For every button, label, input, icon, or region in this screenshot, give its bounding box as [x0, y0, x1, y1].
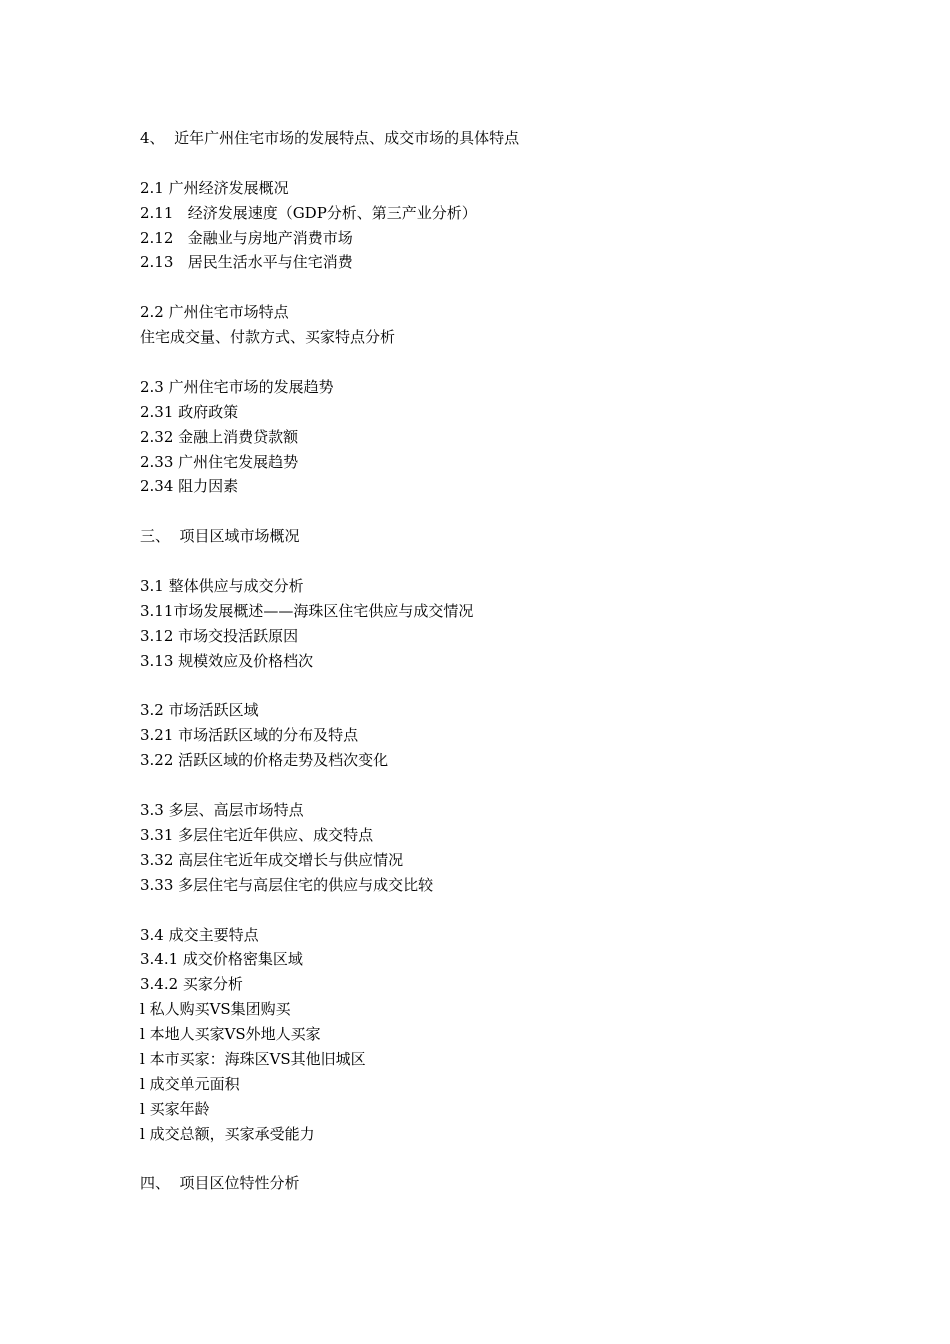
item-3-22: 3.22 活跃区域的价格走势及档次变化	[140, 751, 389, 770]
item-3-13: 3.13 规模效应及价格档次	[140, 651, 314, 670]
item-2-11: 2.11 经济发展速度（GDP分析、第三产业分析）	[140, 203, 477, 222]
blank-line	[140, 275, 900, 300]
item-2-32: 2.32 金融上消费贷款额	[140, 427, 299, 446]
heading-section-4: 4、 近年广州住宅市场的发展特点、成交市场的具体特点	[140, 129, 520, 147]
blank-line	[140, 499, 900, 524]
item-3-31: 3.31 多层住宅近年供应、成交特点	[140, 825, 374, 844]
item-3-11: 3.11市场发展概述——海珠区住宅供应与成交情况	[140, 601, 474, 620]
blank-line	[140, 773, 900, 798]
item-3-12: 3.12 市场交投活跃原因	[140, 626, 299, 645]
bullet-item: l 成交单元面积	[140, 1074, 240, 1093]
item-3-4-2: 3.4.2 买家分析	[140, 975, 243, 994]
blank-line	[140, 898, 900, 923]
heading-3-1: 3.1 整体供应与成交分析	[140, 577, 304, 596]
item-2-33: 2.33 广州住宅发展趋势	[140, 452, 299, 471]
item-3-21: 3.21 市场活跃区域的分布及特点	[140, 726, 359, 745]
item-2-12: 2.12 金融业与房地产消费市场	[140, 228, 353, 247]
heading-2-3: 2.3 广州住宅市场的发展趋势	[140, 377, 334, 396]
item-2-34: 2.34 阻力因素	[140, 477, 239, 496]
item-3-32: 3.32 高层住宅近年成交增长与供应情况	[140, 850, 404, 869]
item-3-4-1: 3.4.1 成交价格密集区域	[140, 950, 303, 969]
heading-2-2: 2.2 广州住宅市场特点	[140, 303, 289, 322]
blank-line	[140, 549, 900, 574]
bullet-item: l 买家年龄	[140, 1099, 210, 1118]
blank-line	[140, 350, 900, 375]
bullet-item: l 本市买家：海珠区VS其他旧城区	[140, 1049, 366, 1068]
item-2-13: 2.13 居民生活水平与住宅消费	[140, 253, 353, 272]
heading-section-4b: 四、 项目区位特性分析	[140, 1174, 300, 1193]
item-3-33: 3.33 多层住宅与高层住宅的供应与成交比较	[140, 875, 434, 894]
blank-line	[140, 1147, 900, 1172]
bullet-item: l 成交总额，买家承受能力	[140, 1124, 315, 1143]
bullet-item: l 本地人买家VS外地人买家	[140, 1025, 321, 1044]
blank-line	[140, 151, 900, 176]
blank-line	[140, 674, 900, 699]
item-2-31: 2.31 政府政策	[140, 402, 239, 421]
item-2-2-desc: 住宅成交量、付款方式、买家特点分析	[140, 328, 396, 347]
heading-2-1: 2.1 广州经济发展概况	[140, 178, 289, 197]
bullet-item: l 私人购买VS集团购买	[140, 1000, 291, 1019]
heading-3-3: 3.3 多层、高层市场特点	[140, 801, 304, 820]
heading-section-3: 三、 项目区域市场概况	[140, 527, 300, 546]
heading-3-2: 3.2 市场活跃区域	[140, 701, 259, 720]
document-body	[140, 126, 900, 1196]
heading-3-4: 3.4 成交主要特点	[140, 925, 259, 944]
